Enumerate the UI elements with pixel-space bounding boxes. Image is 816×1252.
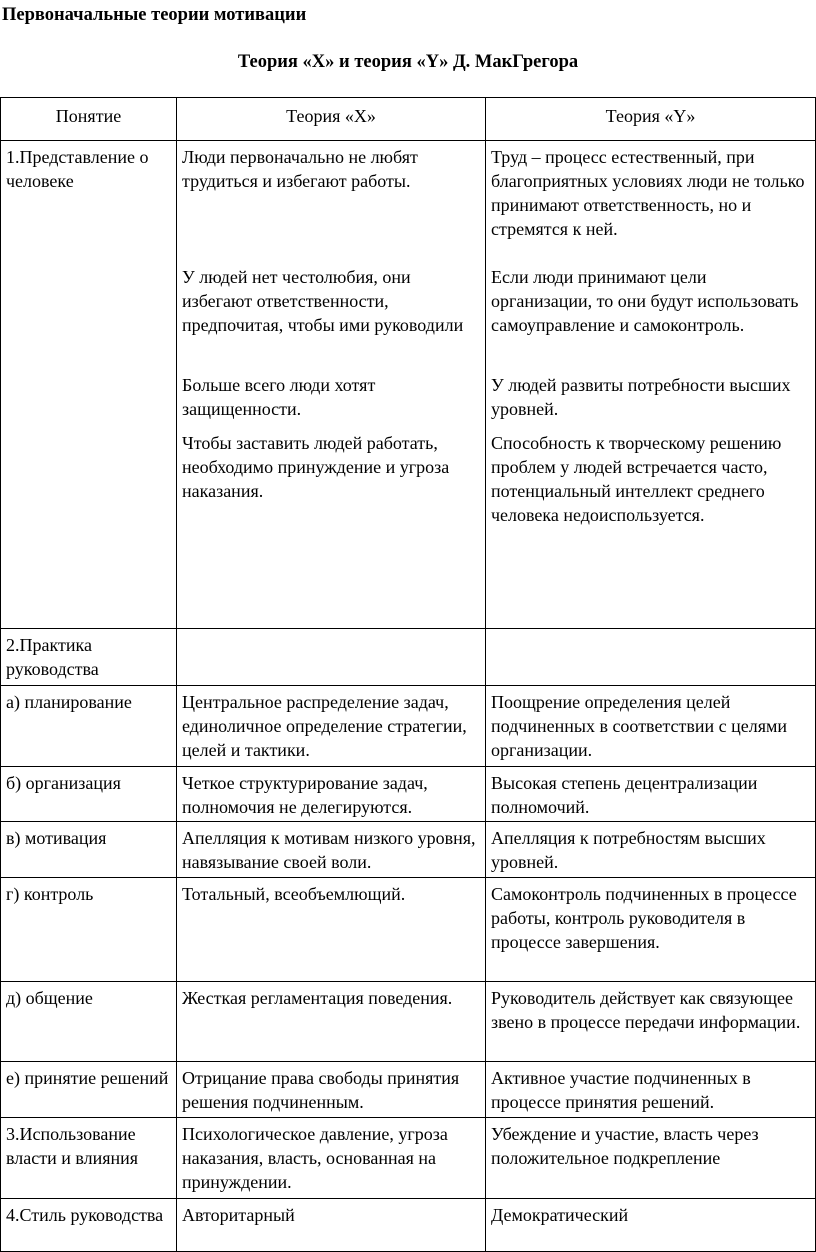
table-row	[1, 141, 816, 629]
theory-x-statement: Люди первоначально не любят трудиться и избегают работы.	[182, 147, 418, 191]
table-row	[1, 878, 816, 982]
theory-y-statement: У людей развиты потребности высших уровней.	[491, 375, 791, 419]
table-header-row	[1, 98, 816, 141]
header-concept: Понятие	[1, 98, 177, 141]
concept-cell: г) контроль	[1, 878, 177, 982]
theory-y-cell: Высокая степень децентрализации полномочий.	[486, 767, 816, 822]
table-row	[1, 982, 816, 1062]
concept-cell: в) мотивация	[1, 822, 177, 878]
table-row	[1, 1118, 816, 1199]
theory-comparison-table	[0, 97, 816, 1252]
theory-x-cell: Авторитарный	[177, 1199, 486, 1252]
concept-cell: 2.Практика руководства	[1, 629, 177, 686]
theory-y-statement: Способность к творческому решению проблем у людей встречается часто, потенциальный интеллект среднего человека недоиспользуется.	[491, 433, 782, 525]
theory-y-cell: Руководитель действует как связующее звено в процессе передачи информации.	[486, 982, 816, 1062]
theory-x-cell: Отрицание права свободы принятия решения подчиненным.	[177, 1062, 486, 1118]
header-theory-y: Теория «Y»	[486, 98, 816, 141]
theory-x-statement: Больше всего люди хотят защищенности.	[182, 375, 376, 419]
theory-x-cell: Апелляция к мотивам низкого уровня, навязывание своей воли.	[177, 822, 486, 878]
table-row	[1, 629, 816, 686]
concept-cell: 4.Стиль руководства	[1, 1199, 177, 1252]
table-row	[1, 767, 816, 822]
theory-x-cell	[177, 629, 486, 686]
concept-cell: 3.Использование власти и влияния	[1, 1118, 177, 1199]
theory-y-cell: Демократический	[486, 1199, 816, 1252]
table-row	[1, 1199, 816, 1252]
header-theory-x: Теория «X»	[177, 98, 486, 141]
theory-y-cell: Самоконтроль подчиненных в процессе работы, контроль руководителя в процессе завершения.	[486, 878, 816, 982]
theory-x-cell: Центральное распределение задач, единоличное определение стратегии, целей и тактики.	[177, 686, 486, 767]
concept-cell: д) общение	[1, 982, 177, 1062]
concept-cell: 1.Представление о человеке	[1, 141, 177, 629]
concept-cell: а) планирование	[1, 686, 177, 767]
theory-y-cell: Активное участие подчиненных в процессе принятия решений.	[486, 1062, 816, 1118]
theory-x-cell: Четкое структурирование задач, полномочия не делегируются.	[177, 767, 486, 822]
concept-cell: б) организация	[1, 767, 177, 822]
table-row	[1, 822, 816, 878]
table-row	[1, 686, 816, 767]
theory-x-cell	[177, 141, 486, 629]
theory-x-statement: У людей нет честолюбия, они избегают ответственности, предпочитая, чтобы ими руководили	[182, 267, 464, 335]
theory-y-cell: Поощрение определения целей подчиненных в соответствии с целями организации.	[486, 686, 816, 767]
theory-y-cell: Апелляция к потребностям высших уровней.	[486, 822, 816, 878]
theory-y-cell	[486, 141, 816, 629]
table-row	[1, 1062, 816, 1118]
theory-x-statement: Чтобы заставить людей работать, необходимо принуждение и угроза наказания.	[182, 433, 450, 501]
document-title: Первоначальные теории мотивации	[2, 5, 307, 25]
theory-y-cell	[486, 629, 816, 686]
theory-y-cell: Убеждение и участие, власть через положительное подкрепление	[486, 1118, 816, 1199]
theory-x-cell: Тотальный, всеобъемлющий.	[177, 878, 486, 982]
theory-x-cell: Жесткая регламентация поведения.	[177, 982, 486, 1062]
theory-y-statement: Труд – процесс естественный, при благоприятных условиях люди не только принимают ответственность, но и стремятся к ней.	[491, 147, 805, 239]
concept-cell: е) принятие решений	[1, 1062, 177, 1118]
document-subtitle: Теория «X» и теория «Y» Д. МакГрегора	[237, 52, 579, 72]
theory-x-cell: Психологическое давление, угроза наказания, власть, основанная на принуждении.	[177, 1118, 486, 1199]
theory-y-statement: Если люди принимают цели организации, то они будут использовать самоуправление и самоконтроль.	[491, 267, 799, 335]
